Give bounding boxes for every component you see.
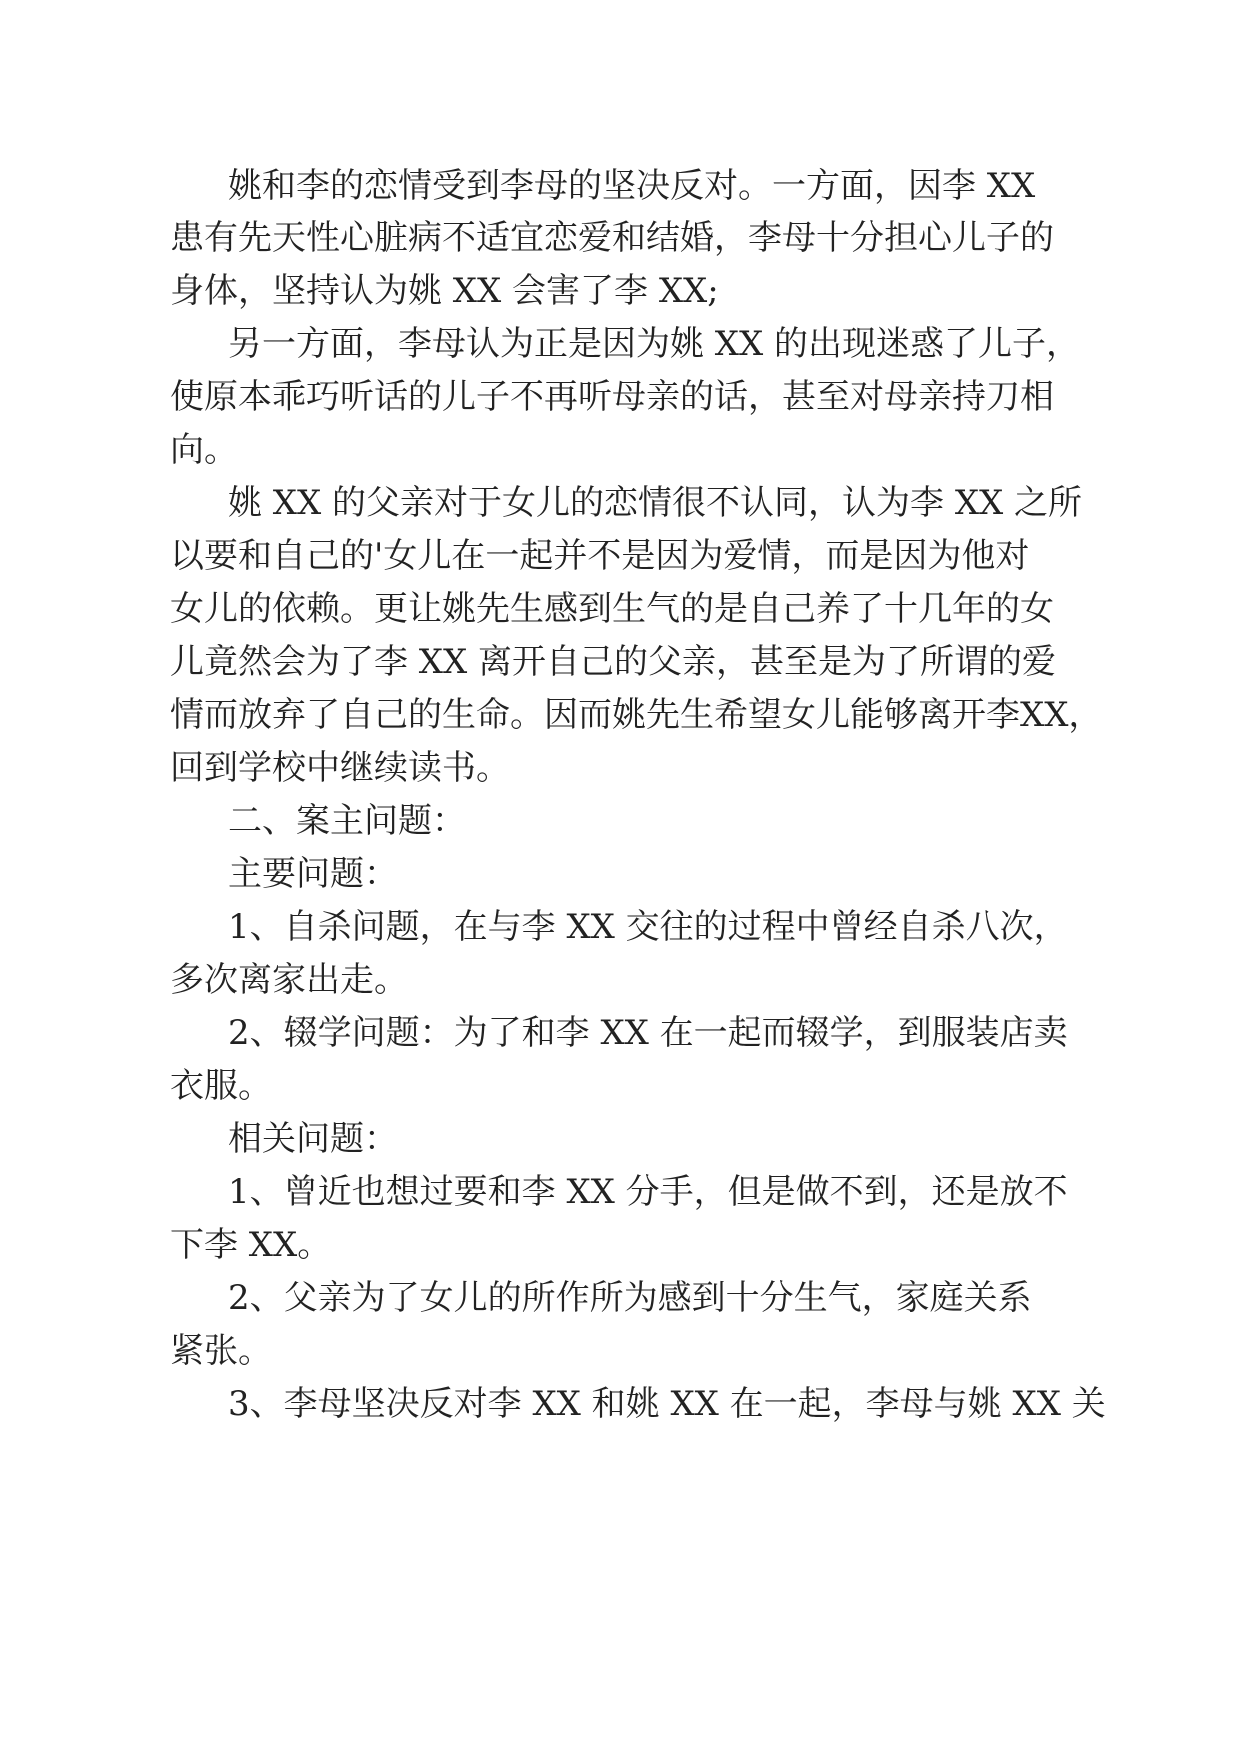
text-line: 1、曾近也想过要和李 XX 分手，但是做不到，还是放不 (228, 1172, 1068, 1212)
text-line: 以要和自己的'女儿在一起并不是因为爱情，而是因为他对 (170, 536, 1030, 576)
text-line: 女儿的依赖。更让姚先生感到生气的是自己养了十几年的女 (170, 589, 1054, 629)
text-line: 使原本乖巧听话的儿子不再听母亲的话，甚至对母亲持刀相 (170, 377, 1054, 417)
text-line: 身体，坚持认为姚 XX 会害了李 XX; (170, 271, 719, 311)
section-heading: 二、案主问题： (228, 801, 466, 841)
text-line: 紧张。 (170, 1331, 272, 1371)
text-line: 2、辍学问题：为了和李 XX 在一起而辍学，到服装店卖 (228, 1013, 1068, 1053)
subsection-heading: 主要问题： (228, 854, 398, 894)
text-line: 3、李母坚决反对李 XX 和姚 XX 在一起，李母与姚 XX 关 (228, 1384, 1106, 1424)
text-line: 多次离家出走。 (170, 960, 408, 1000)
text-line: 向。 (170, 430, 238, 470)
text-line: 1、自杀问题，在与李 XX 交往的过程中曾经自杀八次， (228, 907, 1068, 947)
text-line: 儿竟然会为了李 XX 离开自己的父亲，甚至是为了所谓的爱 (170, 642, 1057, 682)
text-line: 姚和李的恋情受到李母的坚决反对。一方面，因李 XX (228, 166, 1036, 206)
text-line: 下李 XX。 (170, 1225, 332, 1265)
text-line: 2、父亲为了女儿的所作所为感到十分生气，家庭关系 (228, 1278, 1032, 1318)
text-line: 回到学校中继续读书。 (170, 748, 510, 788)
subsection-heading: 相关问题： (228, 1119, 398, 1159)
text-line: 患有先天性心脏病不适宜恋爱和结婚，李母十分担心儿子的 (170, 218, 1054, 258)
text-line: 姚 XX 的父亲对于女儿的恋情很不认同，认为李 XX 之所 (228, 483, 1083, 523)
text-line: 另一方面，李母认为正是因为姚 XX 的出现迷惑了儿子， (228, 324, 1081, 364)
text-line: 情而放弃了自己的生命。因而姚先生希望女儿能够离开李XX， (170, 695, 1103, 735)
text-line: 衣服。 (170, 1066, 272, 1106)
